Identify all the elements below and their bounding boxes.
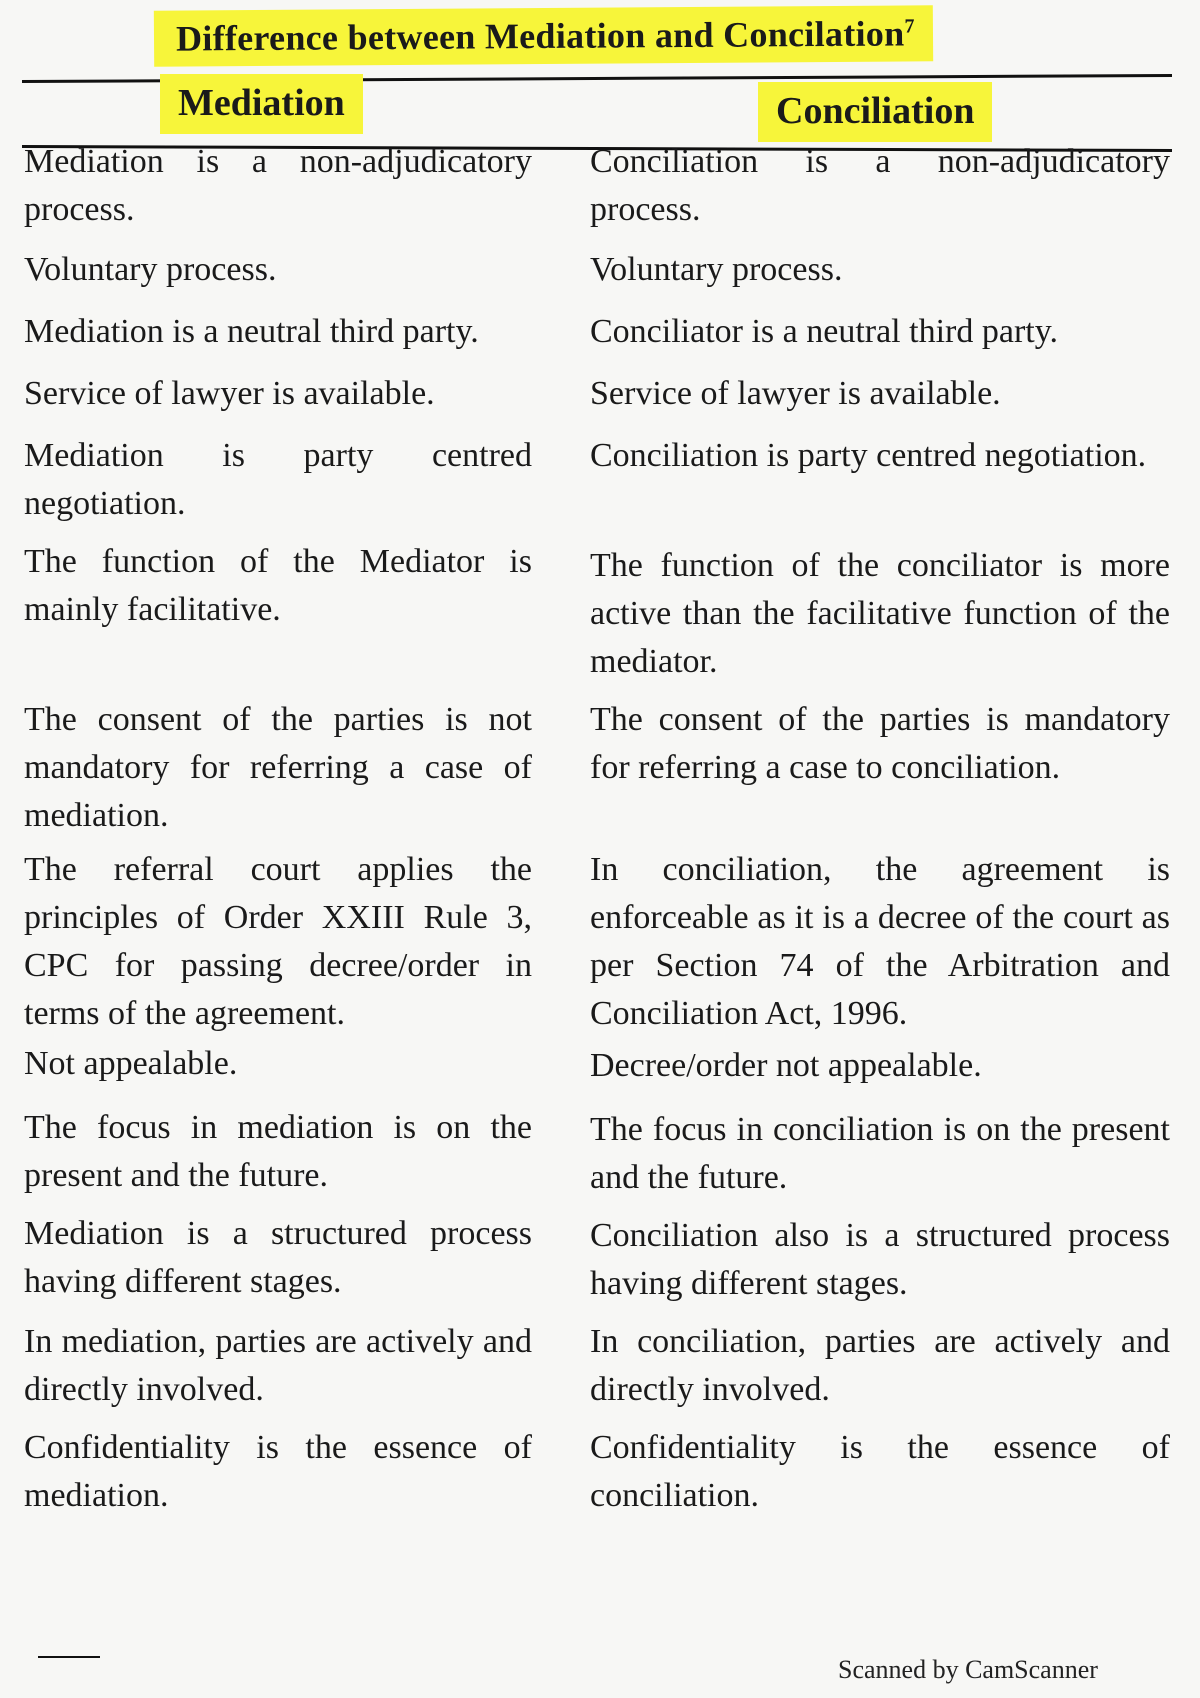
closing-rule [38,1656,100,1658]
scanner-watermark: Scanned by CamScanner [838,1655,1098,1684]
mediation-cell: The focus in mediation is on the present and the future. [24,1109,532,1194]
conciliation-cell: The consent of the parties is mandatory for referring a case to conciliation. [590,701,1170,786]
mediation-cell: Mediation is a structured process having different stages. [24,1215,532,1300]
conciliation-cell: Voluntary process. [590,251,843,288]
mediation-cell: Service of lawyer is available. [24,375,435,412]
column-header-mediation: Mediation [160,74,363,134]
conciliation-cell: Confidentiality is the essence of conciliation. [590,1429,1170,1514]
conciliation-cell: In conciliation, parties are actively and directly involved. [590,1323,1170,1408]
mediation-cell: Confidentiality is the essence of mediation. [24,1429,532,1514]
mediation-cell: Mediation is a non-adjudicatory process. [24,143,532,228]
conciliation-cell: Conciliator is a neutral third party. [590,313,1058,350]
conciliation-cell: Decree/order not appealable. [590,1047,982,1084]
column-header-conciliation: Conciliation [758,82,992,142]
conciliation-cell: Conciliation also is a structured process having different stages. [590,1217,1170,1302]
mediation-cell: Mediation is a neutral third party. [24,313,479,350]
mediation-cell: In mediation, parties are actively and directly involved. [24,1323,532,1408]
conciliation-cell: Service of lawyer is available. [590,375,1001,412]
mediation-cell: Mediation is party centred negotiation. [24,437,532,522]
title-text: Difference between Mediation and Concilation [175,13,905,59]
conciliation-cell: The focus in conciliation is on the present and the future. [590,1111,1170,1196]
conciliation-cell: Conciliation is party centred negotiation. [590,437,1147,474]
title-footnote-marker: 7 [904,15,915,38]
mediation-cell: The function of the Mediator is mainly facilitative. [24,543,532,628]
mediation-cell: Not appealable. [24,1045,238,1082]
conciliation-cell: The function of the conciliator is more active than the facilitative function of the mediator. [590,547,1170,680]
mediation-cell: The referral court applies the principles of Order XXIII Rule 3, CPC for passing decree/order in terms of the agreement. [24,851,532,1032]
conciliation-cell: Conciliation is a non-adjudicatory process. [590,143,1170,228]
mediation-cell: The consent of the parties is not mandatory for referring a case of mediation. [24,701,532,834]
mediation-cell: Voluntary process. [24,251,277,288]
page-title [154,5,933,66]
conciliation-cell: In conciliation, the agreement is enforceable as it is a decree of the court as per Section 74 of the Arbitration and Conciliation Act, 1996. [590,851,1170,1032]
